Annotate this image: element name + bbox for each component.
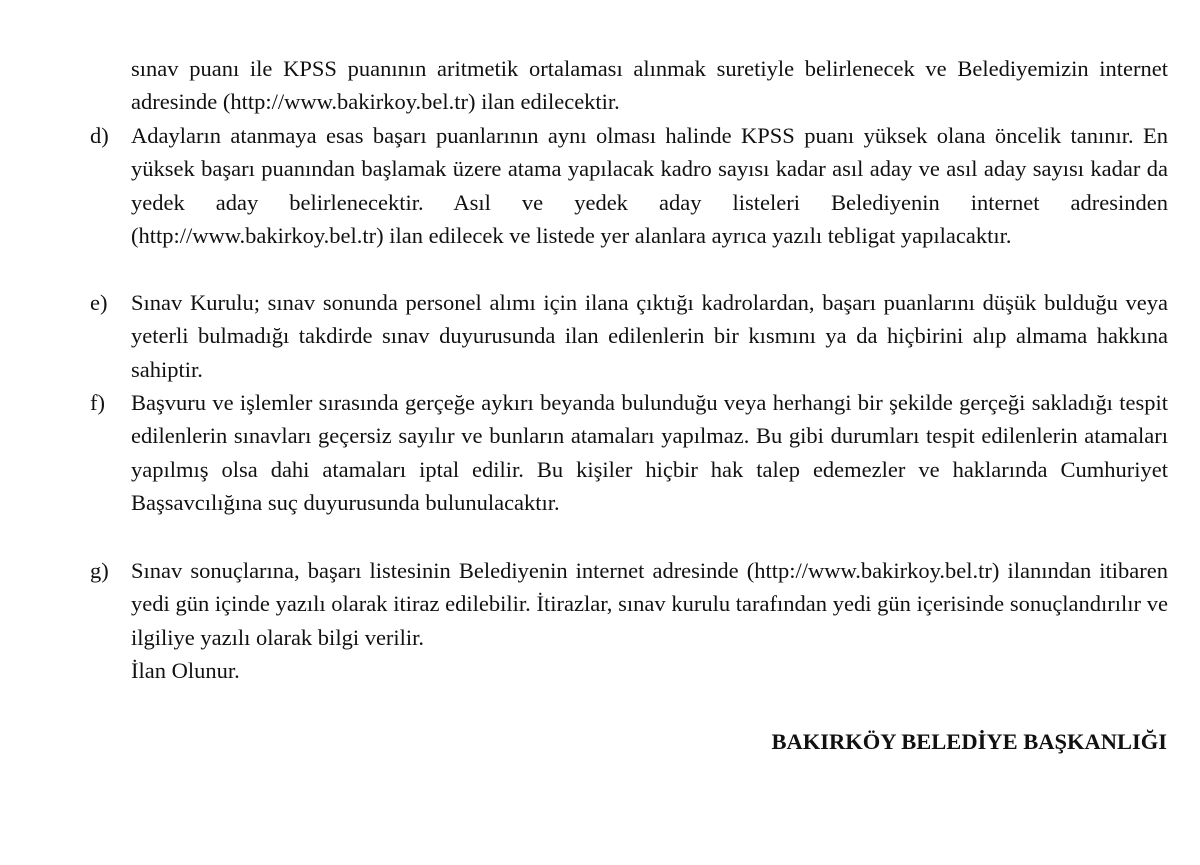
intro-paragraph: sınav puanı ile KPSS puanının aritmetik ortalaması alınmak suretiyle belirlenecek ve Belediyemizin internet adresinde (http://www.bakirkoy.bel.tr) ilan edilecektir. xyxy=(131,56,1168,115)
item-d-letter: d) xyxy=(90,123,109,148)
signature-authority: BAKIRKÖY BELEDİYE BAŞKANLIĞI xyxy=(771,729,1167,754)
item-e-letter: e) xyxy=(90,290,108,315)
item-g-text: Sınav sonuçlarına, başarı listesinin Belediyenin internet adresinde (http://www.bakirkoy.bel.tr) ilanından itibaren yedi gün içinde yazılı olarak itiraz edilebilir. İtirazlar, sınav kurulu tarafından yedi gün içerisinde sonuçlandırılır ve ilgiliye yazılı olarak bilgi verilir. xyxy=(131,558,1168,650)
item-f-text: Başvuru ve işlemler sırasında gerçeğe aykırı beyanda bulunduğu veya herhangi bir şekilde gerçeği sakladığı tespit edilenlerin sınavları geçersiz sayılır ve bunların atamaları yapılmaz. Bu gibi durumları tespit edilenlerin atamaları yapılmış olsa dahi atamaları iptal edilir. Bu kişiler hiçbir hak talep edemezler ve haklarında Cumhuriyet Başsavcılığına suç duyurusunda bulunulacaktır. xyxy=(131,390,1168,516)
item-f-letter: f) xyxy=(90,390,105,415)
closing-text: İlan Olunur. xyxy=(131,658,240,683)
item-e-text: Sınav Kurulu; sınav sonunda personel alımı için ilana çıktığı kadrolardan, başarı puanlarını düşük bulduğu veya yeterli bulmadığı takdirde sınav duyurusunda ilan edilenlerin bir kısmını ya da hiçbirini alıp almama hakkına sahiptir. xyxy=(131,290,1168,382)
item-g-letter: g) xyxy=(90,558,109,583)
item-d-text: Adayların atanmaya esas başarı puanlarının aynı olması halinde KPSS puanı yüksek olana öncelik tanınır. En yüksek başarı puanından başlamak üzere atama yapılacak kadro sayısı kadar asıl aday ve asıl aday sayısı kadar da yedek aday belirlenecektir. Asıl ve yedek aday listeleri Belediyenin internet adresinden (http://www.bakirkoy.bel.tr) ilan edilecek ve listede yer alanlara ayrıca yazılı tebligat yapılacaktır. xyxy=(131,123,1168,249)
